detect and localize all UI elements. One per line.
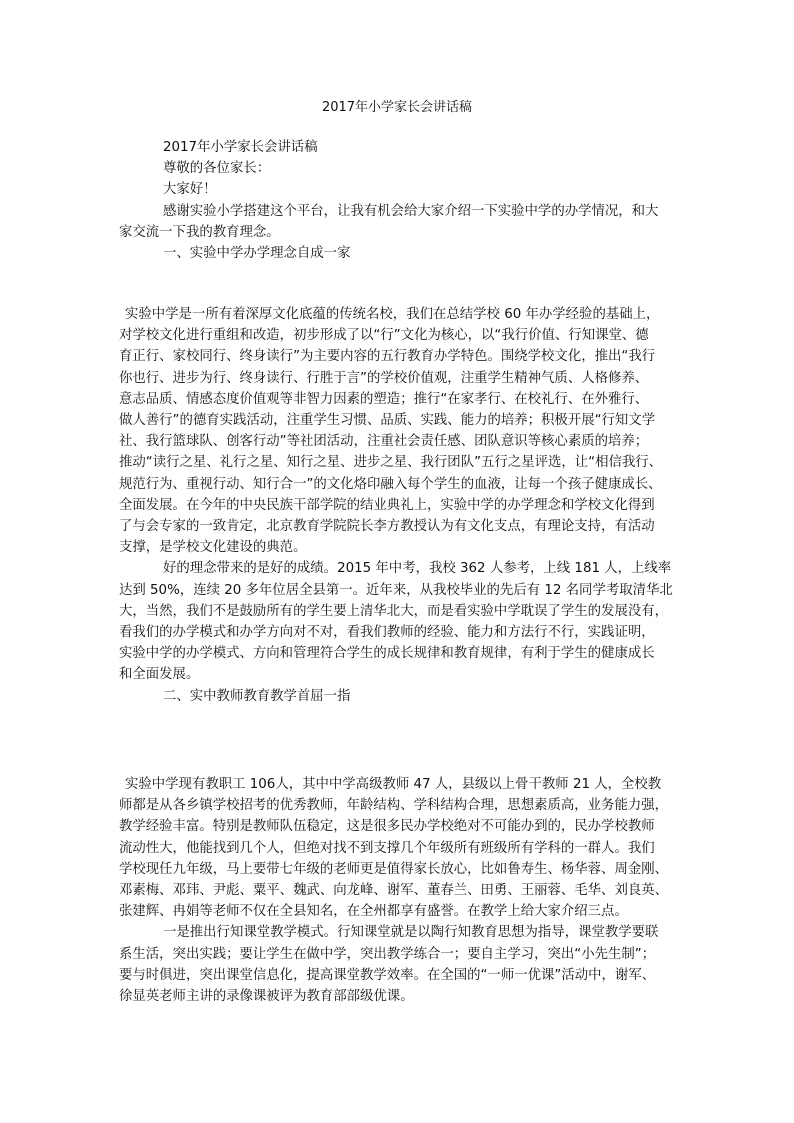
paragraph-line: 一是推出行知课堂教学模式。行知课堂就是以陶行知教育思想为指导，课堂教学要联	[163, 925, 659, 941]
paragraph-line: 师都是从各乡镇学校招考的优秀教师，年龄结构、学科结构合理，思想素质高，业务能力强，	[119, 798, 669, 814]
paragraph-line: 教学经验丰富。特别是教师队伍稳定，这是很多民办学校绝对不可能办到的，民办学校教师	[119, 819, 655, 835]
paragraph-line: 张建辉、冉娟等老师不仅在全县知名，在全州都享有盛誉。在教学上给大家介绍三点。	[119, 904, 628, 920]
paragraph-line: 全面发展。在今年的中央民族干部学院的结业典礼上，实验中学的办学理念和学校文化得到	[119, 497, 655, 513]
paragraph-line: 邓素梅、邓玮、尹彪、粟平、魏武、向龙峰、谢军、董春兰、田勇、王丽蓉、毛华、刘良英、	[119, 883, 669, 899]
subtitle: 2017年小学家长会讲话稿	[163, 140, 318, 155]
paragraph-line: 好的理念带来的是好的成绩。2015 年中考，我校 362 人参考，上线 181 人，上线率	[163, 561, 672, 577]
section-heading-1: 一、实验中学办学理念自成一家	[163, 246, 351, 262]
section1-paragraph1	[119, 304, 686, 707]
paragraph-line: 实验中学现有教职工 106人，其中中学高级教师 47 人，县级以上骨干教师 21 人，全校教	[125, 777, 662, 792]
section-heading-2: 二、实中教师教育教学首屈一指	[163, 688, 351, 704]
salutation: 尊敬的各位家长：	[163, 161, 271, 177]
paragraph-line: 做人善行”的德育实践活动，注重学生习惯、品质、实践、能力的培养；积极开展“行知文学	[119, 413, 656, 429]
paragraph-line: 大，当然，我们不是鼓励所有的学生要上清华北大，而是看实验中学耽误了学生的发展没有，	[119, 603, 669, 619]
paragraph-line: 感谢实验小学搭建这个平台，让我有机会给大家介绍一下实验中学的办学情况，和大	[163, 203, 659, 219]
paragraph-line: 支撑，是学校文化建设的典范。	[119, 540, 307, 556]
paragraph-line: 推动“读行之星、礼行之星、知行之星、进步之星、我行团队”五行之星评选，让“相信我行、	[119, 455, 663, 471]
paragraph-line: 规范行为、重视行动、知行合一”的文化烙印融入每个学生的血液，让每一个孩子健康成长、	[119, 476, 662, 492]
paragraph-line: 你也行、进步为行、终身读行、行胜于言”的学校价值观，注重学生精神气质、人格修养、	[119, 370, 649, 386]
paragraph-line: 和全面发展。	[119, 667, 200, 683]
paragraph-line: 实验中学是一所有着深厚文化底蕴的传统名校，我们在总结学校 60 年办学经验的基础上，	[125, 307, 660, 322]
paragraph-line: 学校现任九年级，马上要带七年级的老师更是值得家长放心，比如鲁寿生、杨华蓉、周金刚、	[119, 861, 669, 877]
paragraph-line: 育正行、家校同行、终身读行”为主要内容的五行教育办学特色。围绕学校文化，推出“我行	[119, 349, 656, 365]
paragraph-line: 了与会专家的一致肯定，北京教育学院院长李方教授认为有文化支点，有理论支持，有活动	[119, 519, 655, 535]
paragraph-line: 流动性大，他能找到几个人，但绝对找不到支撑几个年级所有班级所有学科的一群人。我们	[119, 840, 655, 856]
section2-paragraph1	[119, 774, 686, 1007]
paragraph-line: 徐显英老师主讲的录像课被评为教育部部级优课。	[119, 989, 414, 1005]
document-title: 2017年小学家长会讲话稿	[321, 100, 473, 115]
intro-block	[119, 137, 686, 264]
paragraph-line: 意志品质、情感态度价值观等非智力因素的塑造；推行“在家孝行、在校礼行、在外雅行、	[119, 391, 649, 407]
paragraph-line: 达到 50%，连续 20 多年位居全县第一。近年来，从我校毕业的先后有 12 名同学考取清华北	[119, 582, 673, 598]
paragraph-line: 系生活，突出实践；要让学生在做中学，突出教学练合一；要自主学习，突出“小先生制”；	[119, 946, 656, 962]
greeting: 大家好！	[163, 182, 217, 198]
paragraph-line: 对学校文化进行重组和改造，初步形成了以“行”文化为核心，以“我行价值、行知课堂、德	[119, 328, 649, 344]
paragraph-line: 家交流一下我的教育理念。	[119, 224, 280, 240]
paragraph-line: 实验中学的办学模式、方向和管理符合学生的成长规律和教育规律，有利于学生的健康成长	[119, 646, 655, 662]
paragraph-line: 要与时俱进，突出课堂信息化，提高课堂教学效率。在全国的“一师一优课”活动中，谢军、	[119, 967, 656, 983]
paragraph-line: 看我们的办学模式和办学方向对不对，看我们教师的经验、能力和方法行不行，实践证明，	[119, 625, 655, 641]
paragraph-line: 社、我行篮球队、创客行动”等社团活动，注重社会责任感、团队意识等核心素质的培养；	[119, 434, 649, 450]
